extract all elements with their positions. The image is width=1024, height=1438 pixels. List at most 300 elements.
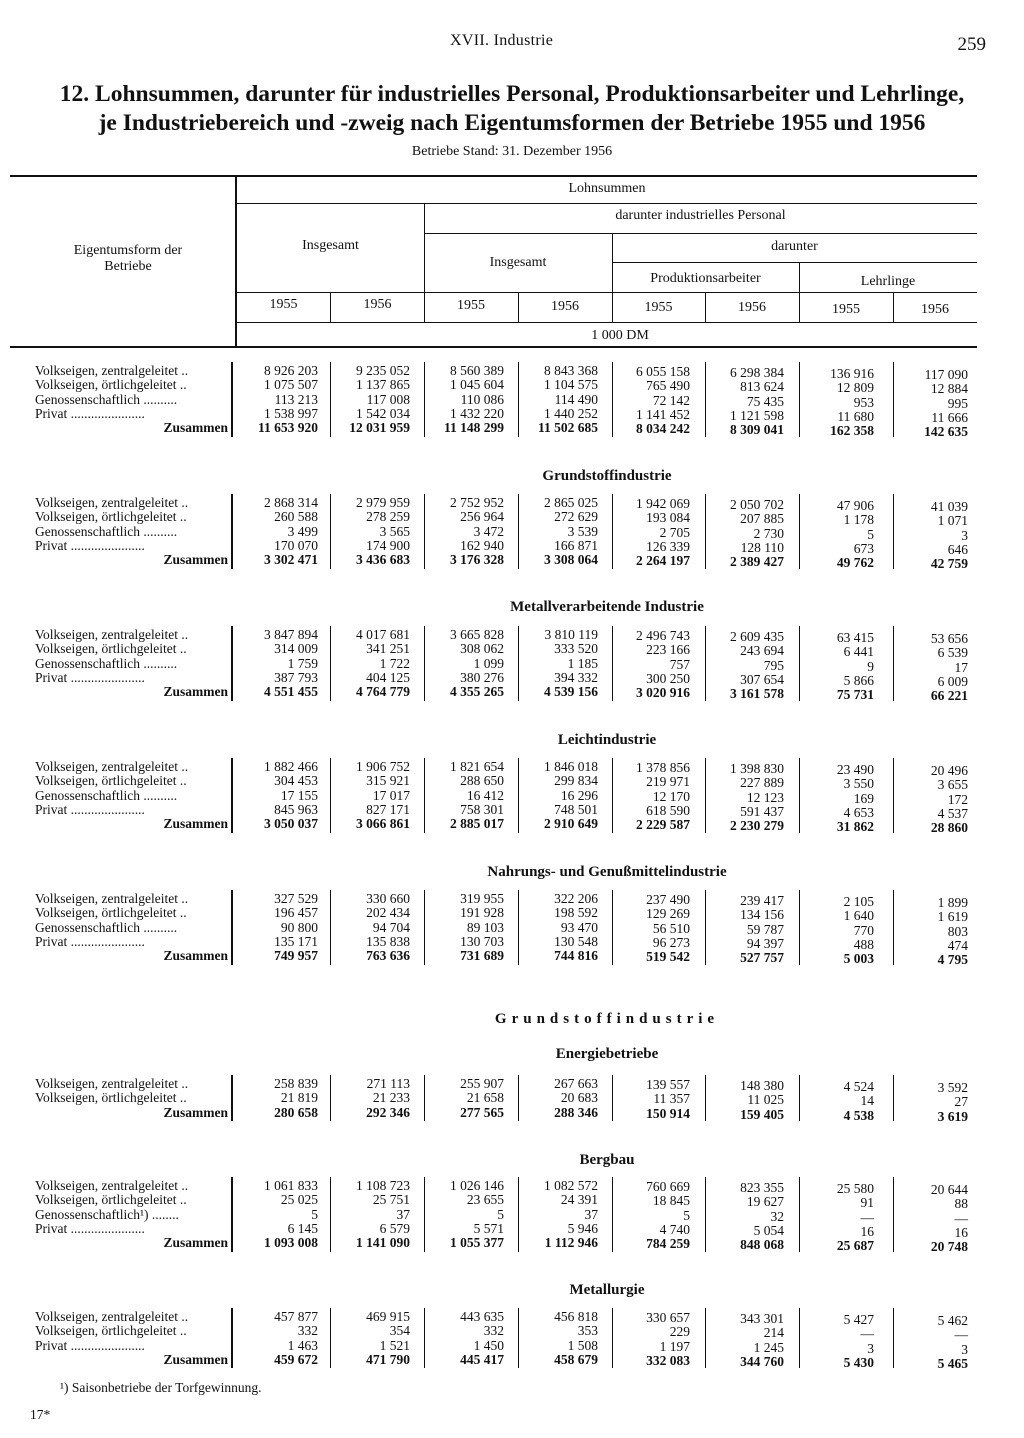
cell-value: 11 148 299 <box>443 420 504 436</box>
cell-value: 91 <box>860 1195 874 1211</box>
header-stub-divider <box>235 177 237 346</box>
row-label: Privat ...................... <box>35 669 145 685</box>
cell-value: 66 221 <box>930 688 968 704</box>
cell-value: 128 110 <box>740 539 784 555</box>
cell-value: 308 062 <box>460 641 504 657</box>
cell-value: 457 877 <box>274 1309 318 1324</box>
cell-value: 8 926 203 <box>264 363 318 378</box>
cell-value: 11 025 <box>747 1092 784 1108</box>
cell-value: 2 389 427 <box>730 554 784 570</box>
cell-value: 21 233 <box>372 1090 410 1106</box>
cell-value: 744 816 <box>554 948 598 964</box>
cell-value: 3 565 <box>379 523 410 539</box>
row-label: Zusammen <box>163 948 228 964</box>
cell-value: 1 137 865 <box>356 377 410 393</box>
section-title: Metallurgie <box>569 1282 645 1298</box>
cell-value: 198 592 <box>554 905 598 921</box>
row-label: Zusammen <box>163 1104 228 1120</box>
cell-value: 277 565 <box>460 1104 504 1120</box>
cell-value: 845 963 <box>274 801 318 817</box>
table-row <box>0 627 1024 646</box>
cell-value: 113 213 <box>274 391 318 407</box>
cell-value: 3 <box>961 527 968 543</box>
header-year-5: 1955 <box>644 300 673 315</box>
cell-value: 3 539 <box>567 523 598 539</box>
cell-value: 353 <box>577 1323 598 1339</box>
cell-value: 1 082 572 <box>544 1178 598 1193</box>
cell-value: 130 703 <box>460 933 504 949</box>
cell-value: 271 113 <box>366 1076 410 1091</box>
cell-value: 174 900 <box>366 537 410 553</box>
cell-value: 527 757 <box>740 950 784 966</box>
cell-value: 2 865 025 <box>544 495 598 510</box>
cell-value: 1 141 090 <box>356 1235 410 1251</box>
cell-value: 404 125 <box>366 669 410 685</box>
table-title-line-2: je Industriebereich und -zweig nach Eigentumsformen der Betriebe 1955 und 1956 <box>98 110 926 136</box>
cell-value: 4 537 <box>937 805 968 821</box>
cell-value: 1 538 997 <box>264 405 318 421</box>
cell-value: 443 635 <box>460 1309 504 1324</box>
row-label: Privat ...................... <box>35 537 145 553</box>
section-title: Grundstoffindustrie <box>494 1011 720 1027</box>
cell-value: 16 412 <box>466 787 504 803</box>
cell-value: 330 657 <box>646 1310 690 1325</box>
table-total-row <box>0 552 1024 572</box>
table-total-row <box>0 948 1024 968</box>
cell-value: 1 061 833 <box>264 1178 318 1193</box>
cell-value: 1 104 575 <box>544 377 598 393</box>
cell-value: 25 580 <box>836 1181 874 1196</box>
cell-value: 2 752 952 <box>450 495 504 510</box>
cell-value: 1 450 <box>473 1337 504 1353</box>
cell-value: 469 915 <box>366 1309 410 1324</box>
cell-value: 150 914 <box>646 1105 690 1121</box>
cell-value: 380 276 <box>460 669 504 685</box>
cell-value: 110 086 <box>460 391 504 407</box>
cell-value: 4 764 779 <box>356 684 410 700</box>
cell-value: 6 145 <box>287 1220 318 1236</box>
cell-value: 458 679 <box>554 1351 598 1367</box>
cell-value: 6 579 <box>379 1220 410 1236</box>
table-total-row <box>0 1104 1024 1124</box>
cell-value: 763 636 <box>366 948 410 964</box>
cell-value: 2 229 587 <box>636 817 690 833</box>
cell-value: 757 <box>669 656 690 672</box>
cell-value: 288 650 <box>460 773 504 789</box>
cell-value: 322 206 <box>554 891 598 906</box>
cell-value: 1 440 252 <box>544 405 598 421</box>
cell-value: 1 045 604 <box>450 377 504 393</box>
cell-value: 256 964 <box>460 509 504 525</box>
cell-value: 300 250 <box>646 670 690 686</box>
cell-value: 5 465 <box>937 1355 968 1371</box>
row-label: Genossenschaftlich .......... <box>35 523 178 539</box>
row-label: Genossenschaftlich¹) ........ <box>35 1206 179 1222</box>
cell-value: 1 882 466 <box>264 759 318 774</box>
cell-value: 4 355 265 <box>450 684 504 700</box>
footnote: ¹) Saisonbetriebe der Torfgewinnung. <box>60 1380 262 1395</box>
cell-value: 1 108 723 <box>356 1178 410 1193</box>
cell-value: 299 834 <box>554 773 598 789</box>
table-row <box>0 787 1024 807</box>
cell-value: 37 <box>584 1206 598 1222</box>
cell-value: 1 178 <box>843 512 874 528</box>
table-row <box>0 495 1024 514</box>
row-label: Volkseigen, zentralgeleitet .. <box>35 1076 189 1091</box>
row-label: Volkseigen, zentralgeleitet .. <box>35 759 189 774</box>
cell-value: 1 099 <box>473 655 504 671</box>
cell-value: 591 437 <box>740 803 784 819</box>
cell-value: 1 121 598 <box>730 407 784 423</box>
cell-value: 135 838 <box>366 933 410 949</box>
section-subtitle: Energiebetriebe <box>555 1046 659 1062</box>
cell-value: 21 658 <box>466 1090 504 1106</box>
header-unit: 1 000 DM <box>591 328 649 343</box>
table-total-row <box>0 684 1024 704</box>
table-row <box>0 801 1024 821</box>
cell-value: 63 415 <box>836 630 874 645</box>
table-row <box>0 1178 1024 1197</box>
cell-value: 1 055 377 <box>450 1235 504 1251</box>
cell-value: 618 590 <box>646 802 690 818</box>
cell-value: 12 031 959 <box>349 420 410 436</box>
table-row <box>0 1220 1024 1240</box>
cell-value: 56 510 <box>652 920 690 936</box>
cell-value: 1 521 <box>379 1337 410 1353</box>
cell-value: 3 472 <box>473 523 504 539</box>
cell-value: 327 529 <box>274 891 318 906</box>
cell-value: 1 071 <box>937 513 968 529</box>
row-label: Volkseigen, örtlichgeleitet .. <box>35 905 187 921</box>
cell-value: — <box>954 1327 968 1343</box>
running-head-title: XVII. Industrie <box>450 32 554 49</box>
cell-value: 25 025 <box>280 1192 318 1208</box>
row-label: Privat ...................... <box>35 933 145 949</box>
cell-value: 5 <box>497 1206 504 1222</box>
cell-value: 12 170 <box>652 788 690 804</box>
header-lohnsummen: Lohnsummen <box>568 181 646 196</box>
cell-value: 4 538 <box>843 1107 874 1123</box>
cell-value: — <box>860 1326 874 1342</box>
cell-value: 23 655 <box>466 1192 504 1208</box>
cell-value: 813 624 <box>740 379 784 395</box>
cell-value: 12 123 <box>746 789 784 805</box>
cell-value: 5 <box>311 1206 318 1222</box>
row-label: Genossenschaftlich .......... <box>35 919 178 935</box>
table-total-row <box>0 816 1024 836</box>
cell-value: 89 103 <box>466 919 504 935</box>
cell-value: 114 490 <box>554 391 598 407</box>
cell-value: 387 793 <box>274 669 318 685</box>
section-title: Nahrungs- und Genußmittelindustrie <box>487 864 727 880</box>
cell-value: 90 800 <box>280 919 318 935</box>
cell-value: 3 499 <box>287 523 318 539</box>
cell-value: 117 090 <box>924 367 968 382</box>
cell-value: 1 432 220 <box>450 405 504 421</box>
cell-value: 27 <box>954 1094 968 1110</box>
cell-value: 1 759 <box>287 655 318 671</box>
cell-value: 474 <box>947 937 968 953</box>
cell-value: 3 655 <box>937 777 968 793</box>
running-head <box>0 30 1024 54</box>
cell-value: 75 435 <box>746 393 784 409</box>
stub-header: Eigentumsform der Betriebe <box>73 243 183 274</box>
row-label: Privat ...................... <box>35 1337 145 1353</box>
cell-value: 307 654 <box>740 671 784 687</box>
table-total-row <box>0 1235 1024 1255</box>
cell-value: 93 470 <box>560 919 598 935</box>
cell-value: 3 161 578 <box>730 686 784 702</box>
cell-value: 170 070 <box>274 537 318 553</box>
cell-value: 3 619 <box>937 1108 968 1124</box>
rule-unit-top <box>237 322 977 323</box>
cell-value: 9 <box>867 658 874 674</box>
cell-value: 169 <box>853 790 874 806</box>
row-label: Volkseigen, zentralgeleitet .. <box>35 363 189 378</box>
cell-value: 1 722 <box>379 655 410 671</box>
cell-value: 354 <box>389 1323 410 1339</box>
cell-value: 731 689 <box>460 948 504 964</box>
cell-value: 8 309 041 <box>730 422 784 438</box>
cell-value: 314 009 <box>274 641 318 657</box>
cell-value: 2 730 <box>753 525 784 541</box>
cell-value: 3 <box>961 1341 968 1357</box>
row-label: Zusammen <box>163 684 228 700</box>
cell-value: 202 434 <box>366 905 410 921</box>
cell-value: 456 818 <box>554 1309 598 1324</box>
cell-value: 6 055 158 <box>636 364 690 379</box>
cell-value: 1 378 856 <box>636 760 690 775</box>
cell-value: 135 171 <box>274 933 318 949</box>
cell-value: 88 <box>954 1196 968 1212</box>
cell-value: 9 235 052 <box>356 363 410 378</box>
cell-value: 6 539 <box>937 645 968 661</box>
table-row <box>0 1323 1024 1343</box>
cell-value: 5 427 <box>843 1312 874 1327</box>
cell-value: 3 665 828 <box>450 627 504 642</box>
cell-value: 130 548 <box>554 933 598 949</box>
table-row <box>0 891 1024 910</box>
cell-value: 41 039 <box>930 499 968 514</box>
cell-value: 5 946 <box>567 1220 598 1236</box>
cell-value: 953 <box>853 394 874 410</box>
cell-value: 1 093 008 <box>264 1235 318 1251</box>
row-label: Volkseigen, örtlichgeleitet .. <box>35 1323 187 1339</box>
cell-value: 2 609 435 <box>730 629 784 644</box>
cell-value: 5 571 <box>473 1220 504 1236</box>
cell-value: 227 889 <box>740 775 784 791</box>
cell-value: 3 <box>867 1340 874 1356</box>
cell-value: 278 259 <box>366 509 410 525</box>
cell-value: 292 346 <box>366 1104 410 1120</box>
cell-value: 255 907 <box>460 1076 504 1091</box>
cell-value: 229 <box>669 1324 690 1340</box>
table-row <box>0 759 1024 778</box>
cell-value: 24 391 <box>560 1192 598 1208</box>
cell-value: 1 640 <box>843 908 874 924</box>
table-row <box>0 1090 1024 1110</box>
cell-value: 760 669 <box>646 1179 690 1194</box>
header-year-8: 1956 <box>921 302 949 317</box>
table-row <box>0 405 1024 425</box>
cell-value: 344 760 <box>740 1353 784 1369</box>
cell-value: 3 550 <box>843 776 874 792</box>
cell-value: 23 490 <box>836 762 874 777</box>
cell-value: 21 819 <box>280 1090 318 1106</box>
cell-value: 770 <box>853 922 874 938</box>
table-row <box>0 1337 1024 1357</box>
cell-value: 16 <box>954 1224 968 1240</box>
table-title <box>0 80 1024 138</box>
cell-value: 166 871 <box>554 537 598 553</box>
cell-value: 280 658 <box>274 1104 318 1120</box>
cell-value: 31 862 <box>836 819 874 835</box>
cell-value: 1 398 830 <box>730 761 784 776</box>
cell-value: 172 <box>947 791 968 807</box>
header-year-2: 1956 <box>363 297 392 312</box>
cell-value: 11 357 <box>653 1091 690 1107</box>
cell-value: 471 790 <box>366 1351 410 1367</box>
row-label: Volkseigen, zentralgeleitet .. <box>35 495 189 510</box>
row-label: Zusammen <box>163 420 228 436</box>
table-row <box>0 509 1024 529</box>
table-row <box>0 537 1024 557</box>
cell-value: 343 301 <box>740 1311 784 1326</box>
cell-value: 243 694 <box>740 643 784 659</box>
cell-value: 1 619 <box>937 909 968 925</box>
cell-value: 96 273 <box>652 934 690 950</box>
cell-value: 207 885 <box>740 511 784 527</box>
cell-value: 28 860 <box>930 820 968 836</box>
row-label: Volkseigen, örtlichgeleitet .. <box>35 1192 187 1208</box>
cell-value: 5 054 <box>753 1222 784 1238</box>
cell-value: 5 003 <box>843 951 874 967</box>
table-row <box>0 391 1024 411</box>
cell-value: 749 957 <box>274 948 318 964</box>
cell-value: 5 <box>683 1207 690 1223</box>
cell-value: 4 551 455 <box>264 684 318 700</box>
row-label: Volkseigen, zentralgeleitet .. <box>35 627 189 642</box>
cell-value: 1 542 034 <box>356 405 410 421</box>
table-row <box>0 1206 1024 1226</box>
cell-value: 16 296 <box>560 787 598 803</box>
cell-value: 1 508 <box>567 1337 598 1353</box>
cell-value: 148 380 <box>740 1078 784 1093</box>
cell-value: 260 588 <box>274 509 318 525</box>
cell-value: 159 405 <box>740 1106 784 1122</box>
cell-value: 332 <box>297 1323 318 1339</box>
cell-value: 3 066 861 <box>356 816 410 832</box>
cell-value: 214 <box>763 1325 784 1341</box>
cell-value: 3 020 916 <box>636 685 690 701</box>
row-label: Volkseigen, örtlichgeleitet .. <box>35 377 187 393</box>
cell-value: 17 155 <box>280 787 318 803</box>
row-label: Privat ...................... <box>35 1220 145 1236</box>
cell-value: 17 017 <box>372 787 410 803</box>
cell-value: 4 740 <box>659 1221 690 1237</box>
header-year-1: 1955 <box>269 297 298 312</box>
cell-value: 1 185 <box>567 655 598 671</box>
cell-value: 5 <box>867 526 874 542</box>
cell-value: 673 <box>853 540 874 556</box>
cell-value: 59 787 <box>746 921 784 937</box>
cell-value: 827 171 <box>366 801 410 817</box>
row-label: Privat ...................... <box>35 801 145 817</box>
header-year-4: 1956 <box>551 299 579 314</box>
table-row <box>0 363 1024 382</box>
cell-value: 267 663 <box>554 1076 598 1091</box>
cell-value: 11 666 <box>931 409 968 425</box>
cell-value: 139 557 <box>646 1077 690 1092</box>
cell-value: 4 524 <box>843 1079 874 1094</box>
cell-value: 332 083 <box>646 1352 690 1368</box>
cell-value: 2 979 959 <box>356 495 410 510</box>
cell-value: 1 821 654 <box>450 759 504 774</box>
header-top-rule <box>10 175 977 177</box>
cell-value: 8 843 368 <box>544 363 598 378</box>
cell-value: 2 868 314 <box>264 495 318 510</box>
cell-value: 20 496 <box>930 763 968 778</box>
cell-value: 646 <box>947 541 968 557</box>
cell-value: — <box>860 1209 874 1225</box>
cell-value: 848 068 <box>740 1237 784 1253</box>
cell-value: 196 457 <box>274 905 318 921</box>
cell-value: 784 259 <box>646 1236 690 1252</box>
row-label: Zusammen <box>163 1351 228 1367</box>
cell-value: 117 008 <box>366 391 410 407</box>
row-label: Volkseigen, zentralgeleitet .. <box>35 1309 189 1324</box>
row-label: Volkseigen, zentralgeleitet .. <box>35 891 189 906</box>
cell-value: 1 942 069 <box>636 496 690 511</box>
cell-value: — <box>954 1210 968 1226</box>
row-label: Volkseigen, örtlichgeleitet .. <box>35 509 187 525</box>
cell-value: 193 084 <box>646 510 690 526</box>
cell-value: 2 910 649 <box>544 816 598 832</box>
cell-value: 72 142 <box>652 392 690 408</box>
cell-value: 330 660 <box>366 891 410 906</box>
table-title-line-1: 12. Lohnsummen, darunter für industrielles Personal, Produktionsarbeiter und Lehrlinge, <box>59 81 965 107</box>
cell-value: 394 332 <box>554 669 598 685</box>
header-year-7: 1955 <box>832 302 860 317</box>
cell-value: 5 462 <box>937 1313 968 1328</box>
row-label: Volkseigen, örtlichgeleitet .. <box>35 641 187 657</box>
table-row <box>0 655 1024 675</box>
section-title: Metallverarbeitende Industrie <box>510 599 704 615</box>
cell-value: 1 899 <box>937 895 968 910</box>
cell-value: 8 560 389 <box>450 363 504 378</box>
cell-value: 2 230 279 <box>730 818 784 834</box>
cell-value: 20 683 <box>560 1090 598 1106</box>
cell-value: 288 346 <box>554 1104 598 1120</box>
cell-value: 4 017 681 <box>356 627 410 642</box>
cell-value: 2 105 <box>843 894 874 909</box>
cell-value: 3 592 <box>937 1080 968 1095</box>
cell-value: 319 955 <box>460 891 504 906</box>
cell-value: 803 <box>947 923 968 939</box>
cell-value: 1 906 752 <box>356 759 410 774</box>
cell-value: 3 436 683 <box>356 552 410 568</box>
cell-value: 8 034 242 <box>636 421 690 437</box>
row-label: Zusammen <box>163 552 228 568</box>
cell-value: 1 141 452 <box>636 406 690 422</box>
table-row <box>0 1309 1024 1328</box>
cell-value: 142 635 <box>924 424 968 440</box>
cell-value: 1 846 018 <box>544 759 598 774</box>
header-insgesamt: Insgesamt <box>302 238 359 253</box>
cell-value: 25 751 <box>372 1192 410 1208</box>
table-total-row <box>0 1351 1024 1371</box>
cell-value: 3 308 064 <box>544 552 598 568</box>
